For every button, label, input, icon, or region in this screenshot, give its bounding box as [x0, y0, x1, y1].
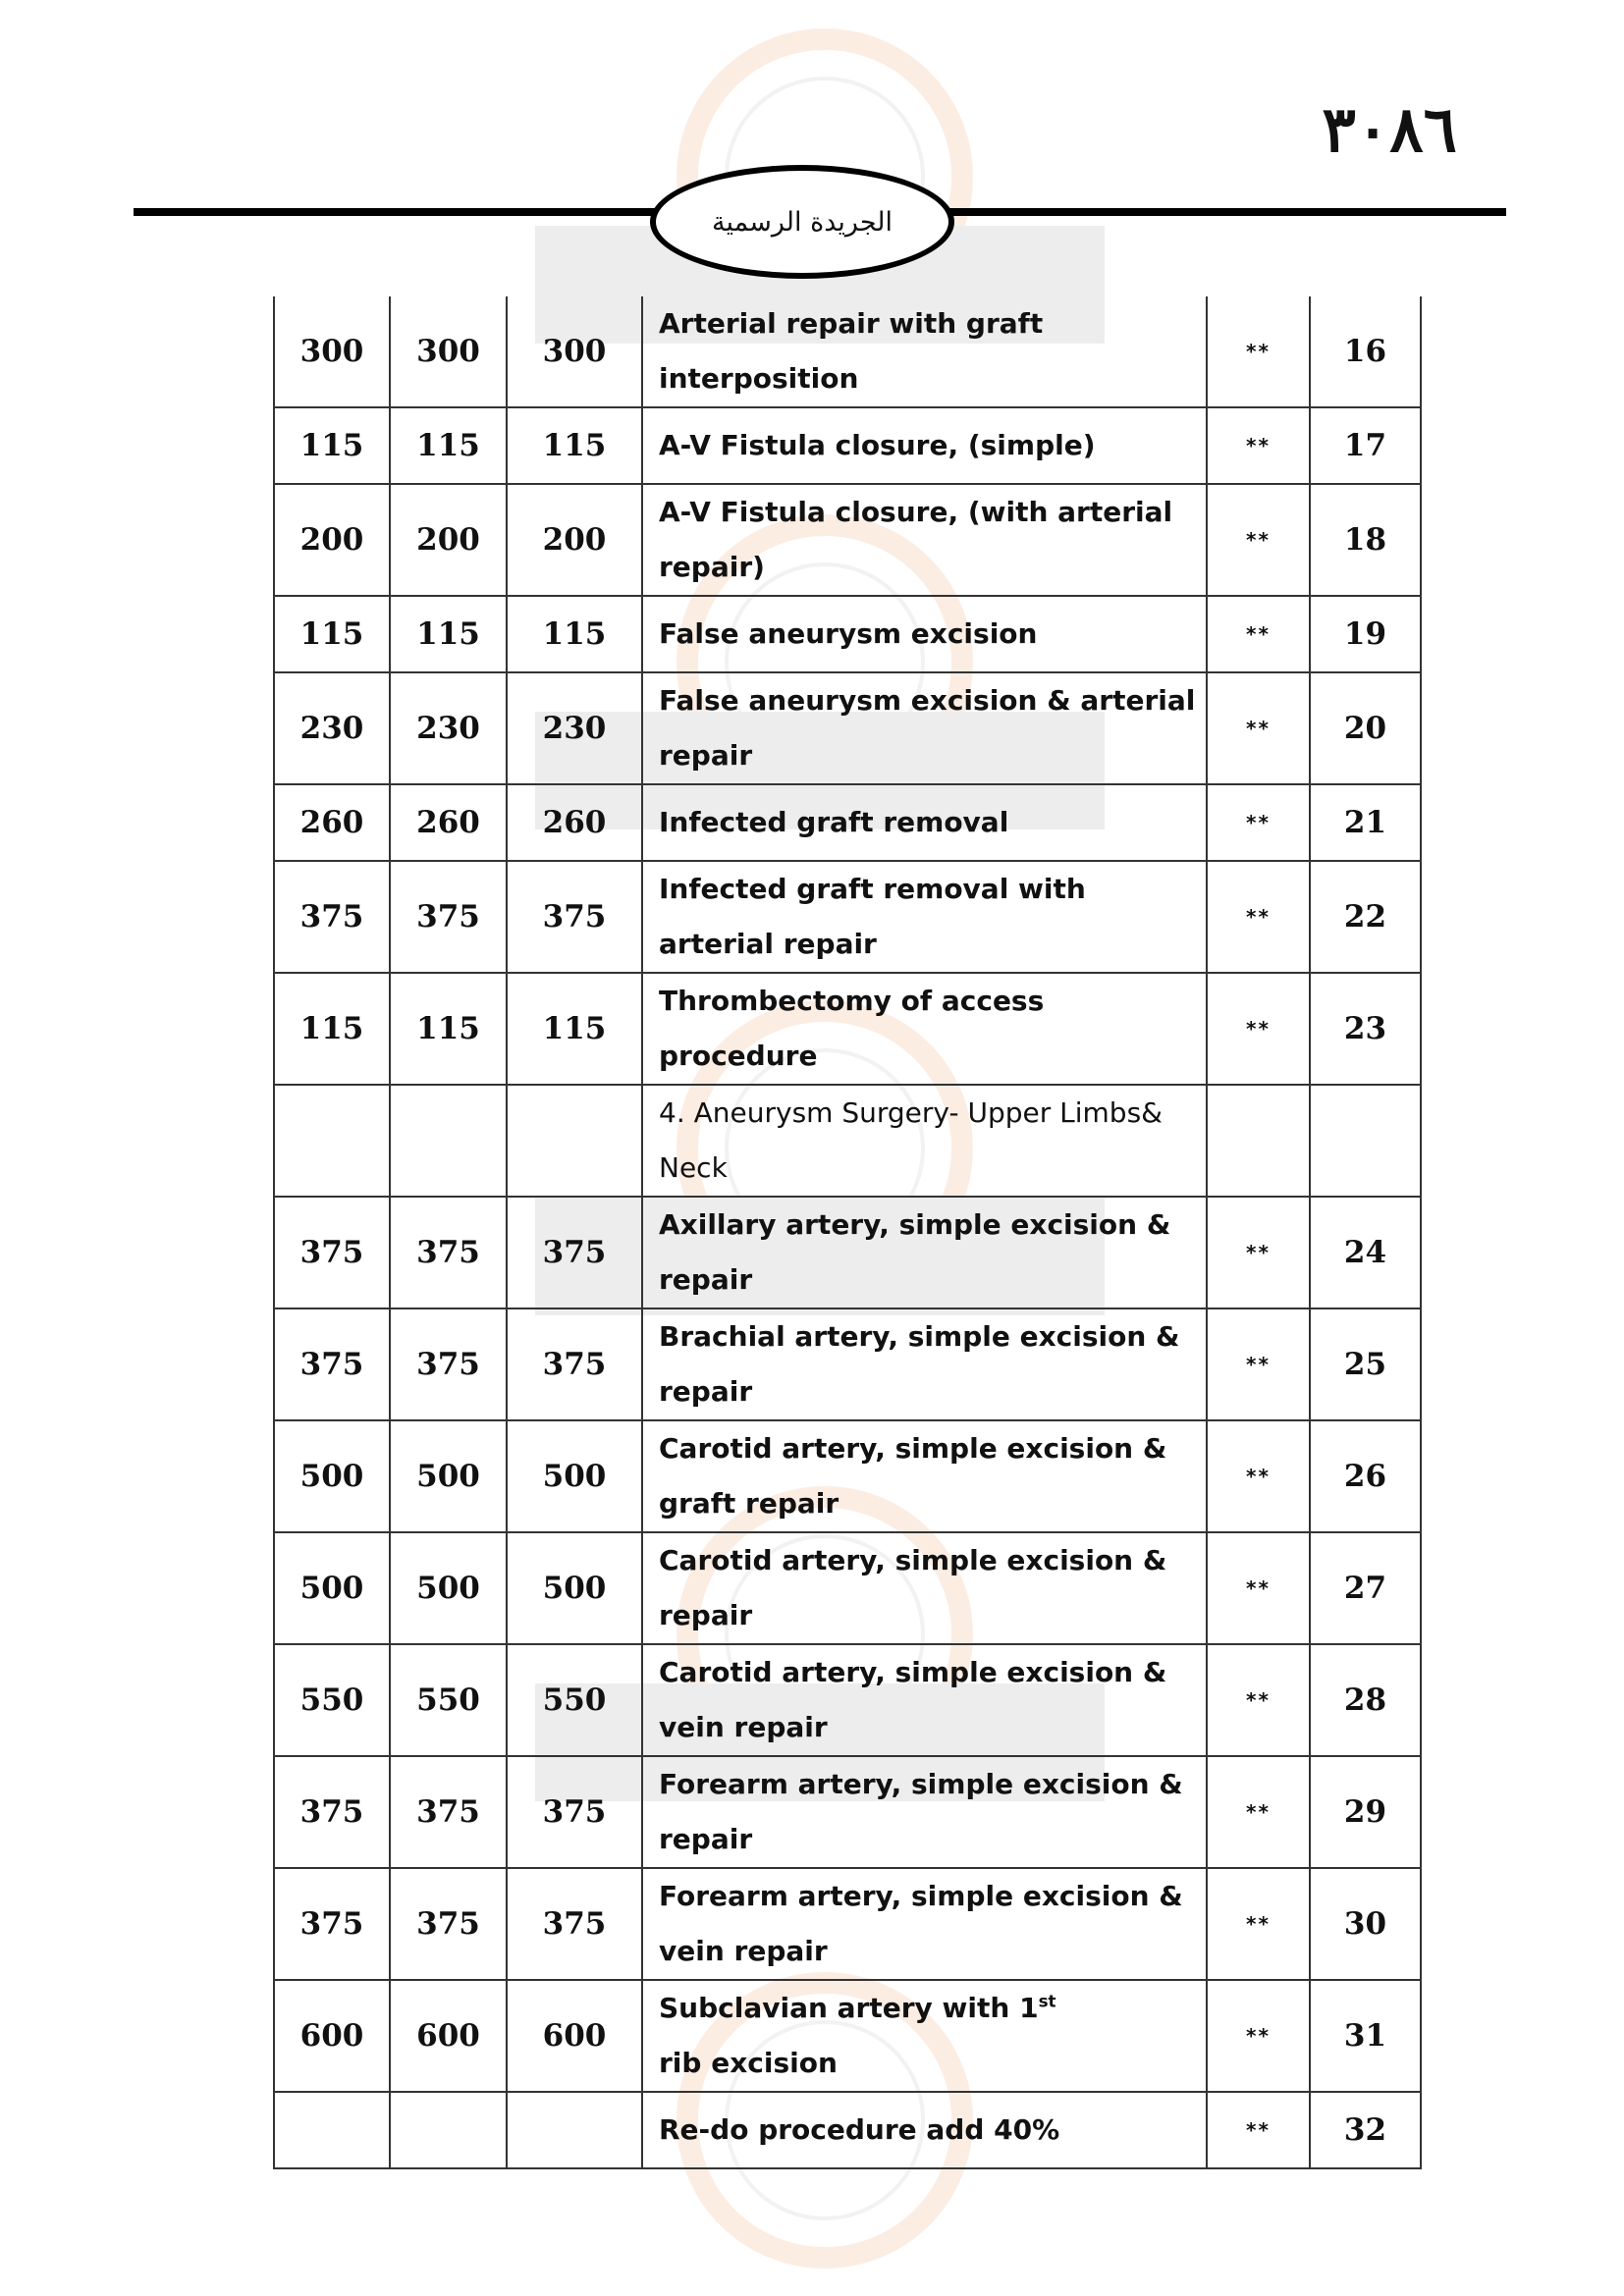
procedure-description: [642, 596, 1207, 672]
description-text: Arterial repair with graft interposition: [659, 307, 1044, 395]
mark-cell: **: [1207, 1420, 1310, 1532]
description-text: A-V Fistula closure, (with arterial repair): [659, 496, 1173, 583]
item-number: 23: [1310, 973, 1421, 1085]
fee-cell: 115: [390, 973, 507, 1085]
table-row: [274, 1308, 1421, 1420]
fee-cell: 375: [274, 1756, 390, 1868]
fee-cell: [507, 2092, 642, 2168]
fee-cell: 375: [274, 1868, 390, 1980]
item-number: 17: [1310, 407, 1421, 484]
procedure-description: [642, 1980, 1207, 2092]
item-number: [1310, 1085, 1421, 1197]
fee-cell: [274, 2092, 390, 2168]
table-row: [274, 1197, 1421, 1308]
fee-cell: 300: [507, 296, 642, 407]
fee-cell: 375: [274, 1197, 390, 1308]
description-text: Re-do procedure add 40%: [659, 2113, 1060, 2146]
mark-cell: **: [1207, 2092, 1310, 2168]
fee-cell: [390, 2092, 507, 2168]
fee-cell: 375: [274, 861, 390, 973]
fee-cell: [390, 1085, 507, 1197]
table-row: [274, 784, 1421, 861]
gazette-title: الجريدة الرسمية: [650, 165, 954, 279]
table-row: [274, 1980, 1421, 2092]
description-text: Carotid artery, simple excision & repair: [659, 1544, 1167, 1631]
mark-cell: **: [1207, 1756, 1310, 1868]
procedure-description: [642, 1308, 1207, 1420]
section-heading: 4. Aneurysm Surgery- Upper Limbs& Neck: [642, 1085, 1207, 1197]
mark-cell: [1207, 1085, 1310, 1197]
ordinal-suffix: st: [1038, 1991, 1056, 2011]
table-row: [274, 1644, 1421, 1756]
fee-cell: 375: [507, 861, 642, 973]
procedure-description: [642, 1197, 1207, 1308]
fee-cell: 200: [507, 484, 642, 596]
fee-cell: 375: [507, 1308, 642, 1420]
section-row: [274, 1085, 1421, 1197]
procedure-description: [642, 1868, 1207, 1980]
mark-cell: **: [1207, 1868, 1310, 1980]
item-number: 31: [1310, 1980, 1421, 2092]
fee-cell: 260: [507, 784, 642, 861]
table-row: [274, 1868, 1421, 1980]
item-number: 20: [1310, 672, 1421, 784]
table-row: [274, 407, 1421, 484]
fee-cell: 600: [390, 1980, 507, 2092]
mark-cell: **: [1207, 1532, 1310, 1644]
description-text: Carotid artery, simple excision & vein repair: [659, 1656, 1167, 1743]
mark-cell: **: [1207, 407, 1310, 484]
fee-cell: 375: [390, 1868, 507, 1980]
item-number: 29: [1310, 1756, 1421, 1868]
description-text: Carotid artery, simple excision & graft repair: [659, 1432, 1167, 1520]
mark-cell: **: [1207, 1308, 1310, 1420]
fee-cell: 115: [507, 596, 642, 672]
procedure-description: [642, 484, 1207, 596]
procedure-description: [642, 672, 1207, 784]
fee-cell: 375: [390, 1308, 507, 1420]
procedure-description: [642, 784, 1207, 861]
mark-cell: **: [1207, 784, 1310, 861]
fee-cell: 375: [390, 1756, 507, 1868]
procedure-description: [642, 861, 1207, 973]
item-number: 19: [1310, 596, 1421, 672]
fee-cell: 550: [390, 1644, 507, 1756]
mark-cell: **: [1207, 1644, 1310, 1756]
fee-cell: 230: [507, 672, 642, 784]
fee-cell: 200: [390, 484, 507, 596]
mark-cell: **: [1207, 672, 1310, 784]
item-number: 30: [1310, 1868, 1421, 1980]
fee-cell: 115: [507, 973, 642, 1085]
description-text: Forearm artery, simple excision & repair: [659, 1768, 1183, 1855]
item-number: 27: [1310, 1532, 1421, 1644]
description-text: Subclavian artery with 1: [659, 1992, 1039, 2024]
fee-table: [273, 296, 1422, 2169]
table-row: [274, 1532, 1421, 1644]
page-number: ٣٠٨٦: [1322, 93, 1457, 167]
fee-cell: 115: [507, 407, 642, 484]
fee-cell: 375: [507, 1868, 642, 1980]
item-number: 25: [1310, 1308, 1421, 1420]
description-text: Forearm artery, simple excision & vein repair: [659, 1880, 1183, 1967]
mark-cell: **: [1207, 296, 1310, 407]
table-row: [274, 1756, 1421, 1868]
fee-cell: 550: [507, 1644, 642, 1756]
fee-cell: 600: [274, 1980, 390, 2092]
fee-cell: 200: [274, 484, 390, 596]
fee-cell: [507, 1085, 642, 1197]
mark-cell: **: [1207, 861, 1310, 973]
fee-cell: 300: [390, 296, 507, 407]
fee-cell: 550: [274, 1644, 390, 1756]
fee-cell: 500: [274, 1532, 390, 1644]
item-number: 18: [1310, 484, 1421, 596]
item-number: 32: [1310, 2092, 1421, 2168]
fee-cell: 500: [390, 1420, 507, 1532]
description-tail: rib excision: [659, 2047, 838, 2079]
fee-cell: 375: [390, 861, 507, 973]
mark-cell: **: [1207, 973, 1310, 1085]
fee-cell: 500: [507, 1532, 642, 1644]
fee-cell: 375: [507, 1197, 642, 1308]
table-row: [274, 672, 1421, 784]
fee-cell: 115: [274, 407, 390, 484]
description-text: A-V Fistula closure, (simple): [659, 429, 1096, 461]
fee-cell: 260: [274, 784, 390, 861]
description-text: Brachial artery, simple excision & repair: [659, 1320, 1180, 1408]
description-text: Axillary artery, simple excision & repair: [659, 1208, 1171, 1296]
fee-cell: 600: [507, 1980, 642, 2092]
table-row: [274, 2092, 1421, 2168]
table-row: [274, 861, 1421, 973]
item-number: 21: [1310, 784, 1421, 861]
item-number: 22: [1310, 861, 1421, 973]
item-number: 16: [1310, 296, 1421, 407]
procedure-description: [642, 2092, 1207, 2168]
table-row: [274, 1420, 1421, 1532]
fee-cell: 375: [390, 1197, 507, 1308]
table-row: [274, 296, 1421, 407]
description-text: False aneurysm excision: [659, 617, 1038, 650]
table-row: [274, 973, 1421, 1085]
procedure-description: [642, 973, 1207, 1085]
description-text: Thrombectomy of access procedure: [659, 985, 1045, 1072]
description-text: Infected graft removal with arterial repair: [659, 873, 1086, 960]
fee-cell: 375: [274, 1308, 390, 1420]
item-number: 24: [1310, 1197, 1421, 1308]
fee-cell: [274, 1085, 390, 1197]
procedure-description: [642, 1756, 1207, 1868]
procedure-description: [642, 1532, 1207, 1644]
mark-cell: **: [1207, 1197, 1310, 1308]
fee-cell: 300: [274, 296, 390, 407]
table-row: [274, 484, 1421, 596]
procedure-description: [642, 407, 1207, 484]
fee-cell: 500: [274, 1420, 390, 1532]
fee-cell: 115: [274, 596, 390, 672]
procedure-description: [642, 1420, 1207, 1532]
fee-cell: 230: [390, 672, 507, 784]
fee-cell: 115: [390, 407, 507, 484]
table-row: [274, 596, 1421, 672]
fee-cell: 260: [390, 784, 507, 861]
fee-cell: 500: [390, 1532, 507, 1644]
item-number: 26: [1310, 1420, 1421, 1532]
description-text: Infected graft removal: [659, 806, 1009, 838]
description-text: False aneurysm excision & arterial repair: [659, 684, 1196, 772]
mark-cell: **: [1207, 484, 1310, 596]
fee-cell: 375: [507, 1756, 642, 1868]
fee-cell: 230: [274, 672, 390, 784]
mark-cell: **: [1207, 596, 1310, 672]
procedure-description: [642, 1644, 1207, 1756]
mark-cell: **: [1207, 1980, 1310, 2092]
fee-cell: 115: [274, 973, 390, 1085]
item-number: 28: [1310, 1644, 1421, 1756]
fee-cell: 115: [390, 596, 507, 672]
procedure-description: [642, 296, 1207, 407]
fee-cell: 500: [507, 1420, 642, 1532]
